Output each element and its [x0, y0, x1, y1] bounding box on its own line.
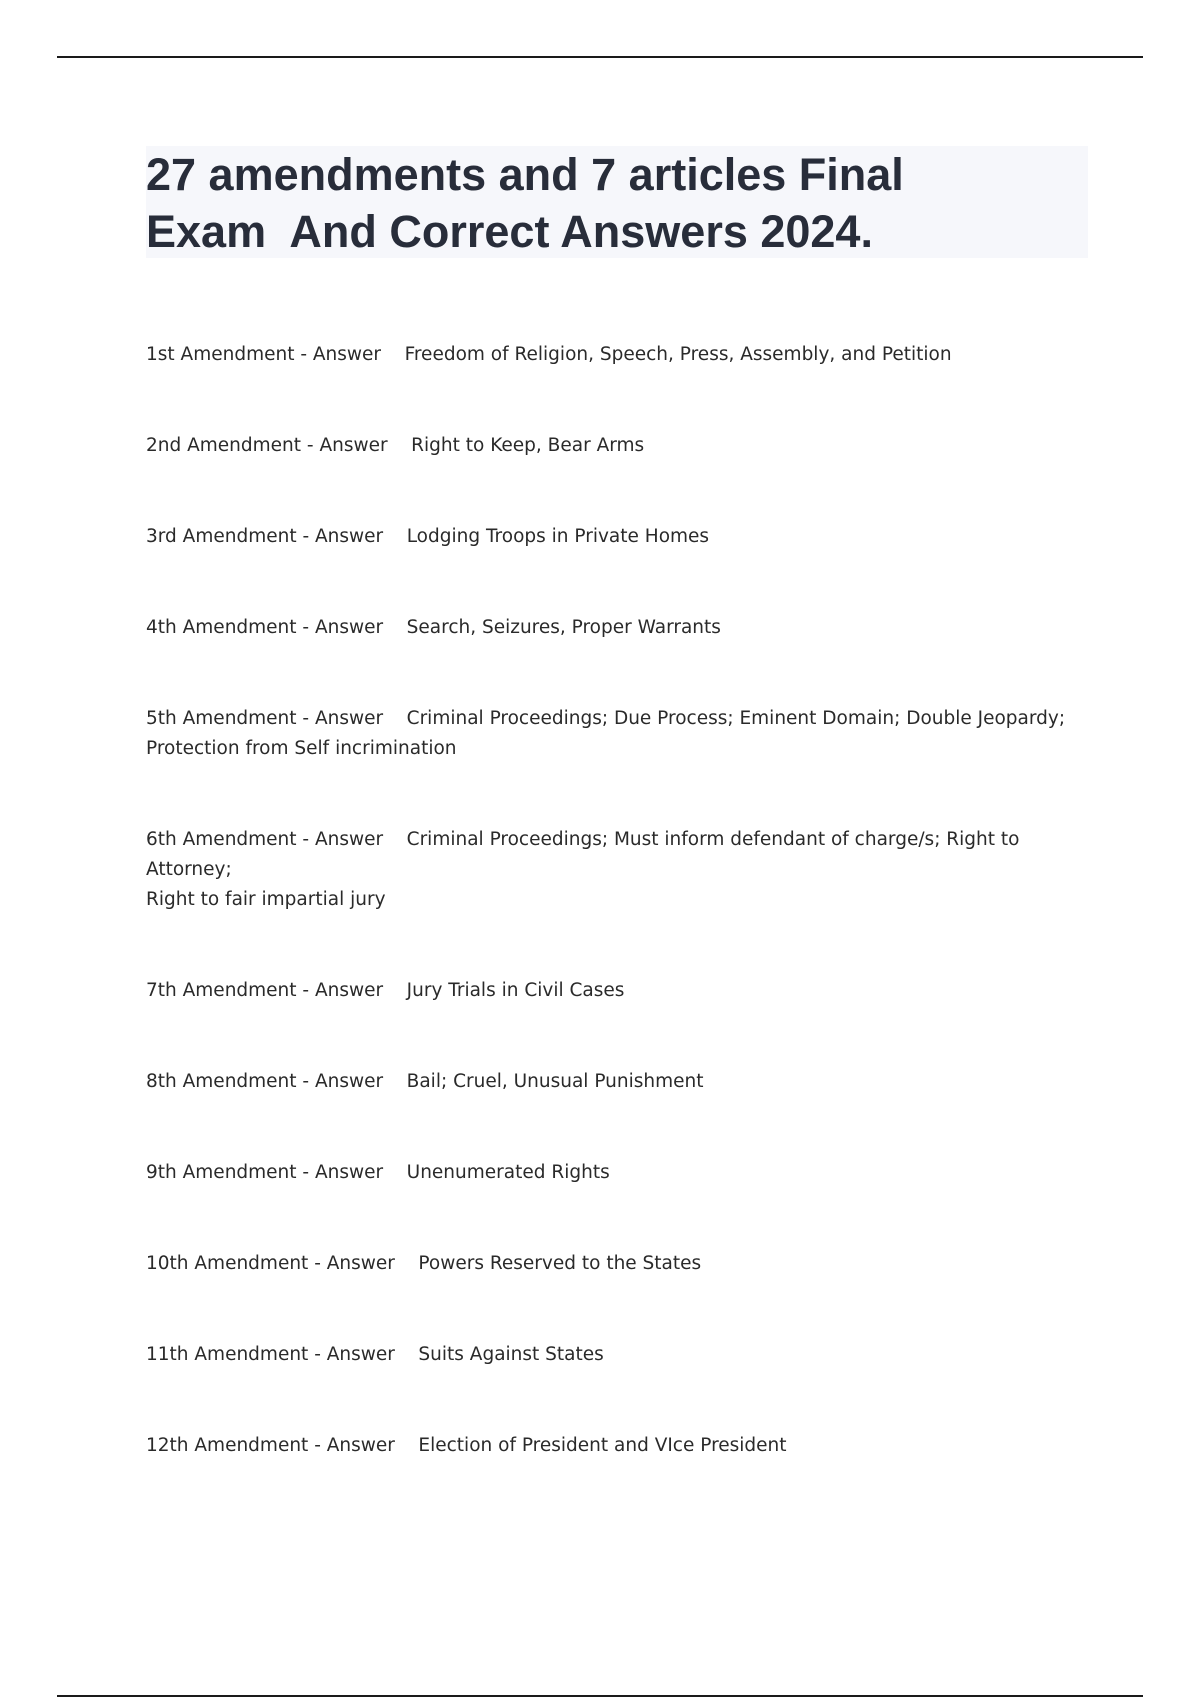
question-text: 11th Amendment - Answer [146, 1344, 395, 1365]
question-text: 6th Amendment - Answer [146, 829, 384, 850]
title-line-2: Exam And Correct Answers 2024. [146, 206, 873, 257]
answer-text: Search, Seizures, Proper Warrants [406, 617, 721, 638]
qa-item-1 [146, 340, 1106, 370]
answer-text: Unenumerated Rights [406, 1162, 610, 1183]
answer-text: Freedom of Religion, Speech, Press, Assembly, and Petition [404, 344, 952, 365]
answer-text: Powers Reserved to the States [418, 1253, 702, 1274]
question-text: 12th Amendment - Answer [146, 1435, 395, 1456]
title-line-1: 27 amendments and 7 articles Final [146, 149, 904, 200]
answer-text: Lodging Troops in Private Homes [406, 526, 710, 547]
question-text: 7th Amendment - Answer [146, 980, 384, 1001]
qa-item-3 [146, 522, 1106, 552]
document-title [146, 146, 1088, 260]
qa-item-11 [146, 1340, 1106, 1370]
question-text: 2nd Amendment - Answer [146, 435, 388, 456]
answer-text: Criminal Proceedings; Due Process; Eminent Domain; Double Jeopardy; [406, 708, 1066, 729]
qa-item-12 [146, 1431, 1106, 1461]
question-text: 9th Amendment - Answer [146, 1162, 384, 1183]
qa-item-4 [146, 613, 1106, 643]
answer-text: Criminal Proceedings; Must inform defendant of charge/s; Right to Attorney; [146, 829, 1026, 880]
question-text: 5th Amendment - Answer [146, 708, 384, 729]
answer-text-continued: Protection from Self incrimination [146, 738, 457, 759]
bottom-divider [57, 1695, 1143, 1697]
top-divider [57, 56, 1143, 58]
question-text: 1st Amendment - Answer [146, 344, 382, 365]
title-block [146, 146, 1088, 258]
question-text: 8th Amendment - Answer [146, 1071, 384, 1092]
qa-item-2 [146, 431, 1106, 461]
answer-text-continued: Right to fair impartial jury [146, 889, 386, 910]
qa-item-9 [146, 1158, 1106, 1188]
answer-text: Bail; Cruel, Unusual Punishment [406, 1071, 704, 1092]
answer-text: Election of President and VIce President [418, 1435, 787, 1456]
qa-item-5 [146, 704, 1106, 764]
qa-list [146, 340, 1106, 1522]
qa-item-10 [146, 1249, 1106, 1279]
question-text: 3rd Amendment - Answer [146, 526, 384, 547]
qa-item-6 [146, 825, 1106, 915]
qa-item-7 [146, 976, 1106, 1006]
question-text: 10th Amendment - Answer [146, 1253, 395, 1274]
answer-text: Right to Keep, Bear Arms [411, 435, 645, 456]
answer-text: Jury Trials in Civil Cases [406, 980, 625, 1001]
question-text: 4th Amendment - Answer [146, 617, 384, 638]
qa-item-8 [146, 1067, 1106, 1097]
answer-text: Suits Against States [418, 1344, 604, 1365]
